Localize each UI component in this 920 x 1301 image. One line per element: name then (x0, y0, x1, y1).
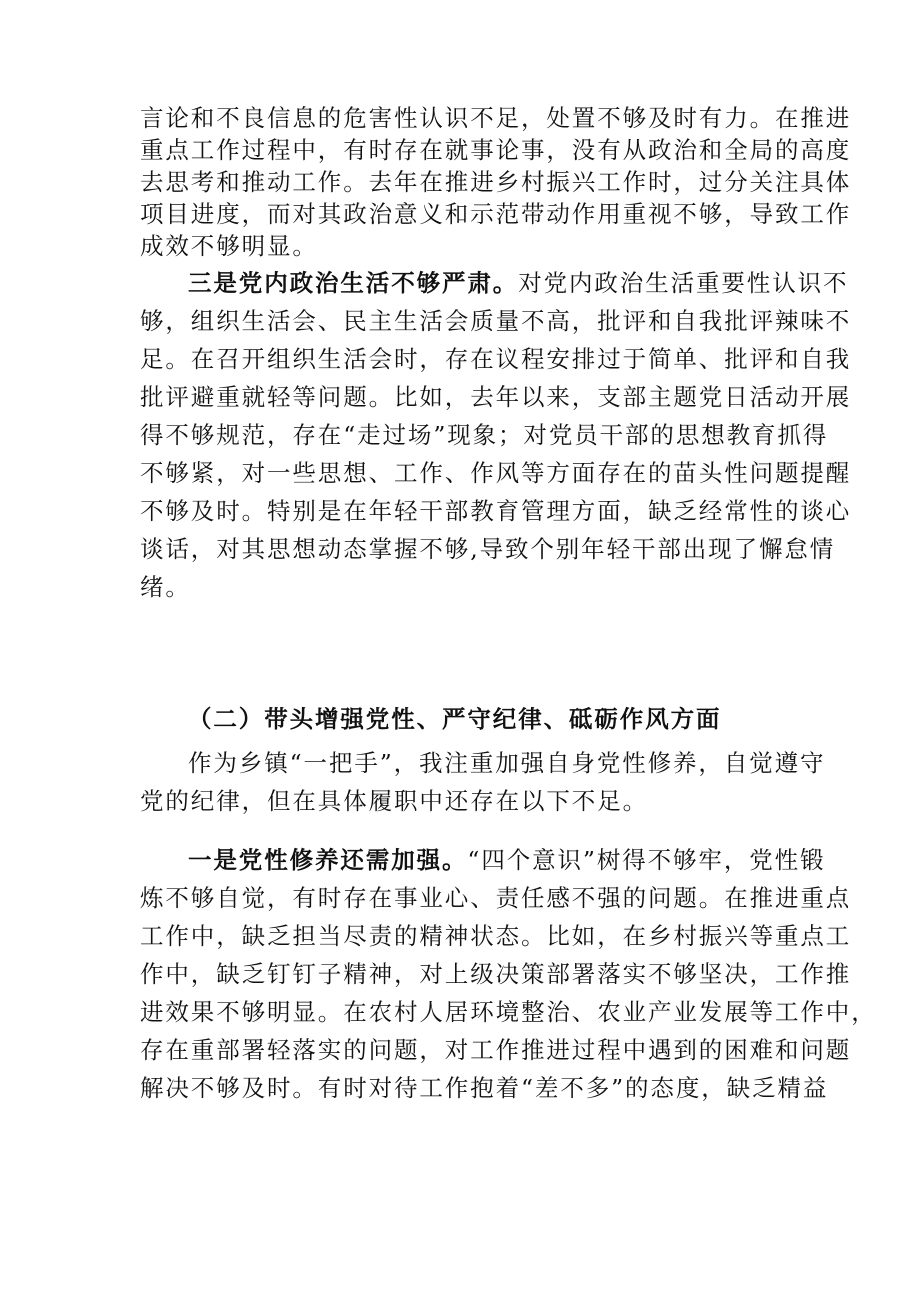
text-line: 解决不够及时。有时对待工作抱着“差不多”的态度，缺乏精益 (140, 1074, 829, 1102)
text-line: 言论和不良信息的危害性认识不足，处置不够及时有力。在推进 (140, 104, 852, 132)
point-three-first-line (140, 264, 849, 302)
text-line: 炼不够自觉，有时存在事业心、责任感不强的问题。在推进重点 (140, 884, 852, 912)
text-line: 成效不够明显。 (140, 232, 318, 260)
text-line: 不够及时。特别是在年轻干部教育管理方面，缺乏经常性的谈心 (140, 497, 852, 525)
text-line: 工作中，缺乏担当尽责的精神状态。比如，在乡村振兴等重点工 (140, 922, 852, 950)
point-three-paragraph (140, 264, 852, 606)
text-line: 批评避重就轻等问题。比如，去年以来，支部主题党日活动开展 (140, 383, 852, 411)
point-one-first-line (140, 841, 826, 879)
intro-paragraph (140, 102, 852, 262)
text-line: 存在重部署轻落实的问题，对工作推进过程中遇到的困难和问题 (140, 1036, 852, 1064)
text-line: 作为乡镇“一把手”，我注重加强自身党性修养，自觉遵守 (188, 749, 826, 777)
text-line: 绪。 (140, 573, 191, 601)
text-line: 重点工作过程中，有时存在就事论事，没有从政治和全局的高度 (140, 136, 852, 164)
text-line: 党的纪律，但在具体履职中还存在以下不足。 (140, 787, 648, 815)
point-three-first-line-rest: 对党内政治生活重要性认识不 (518, 269, 849, 297)
point-one-paragraph (140, 841, 877, 1107)
text-line: 进效果不够明显。在农村人居环境整治、农业产业发展等工作中， (140, 998, 877, 1026)
text-line: 够，组织生活会、民主生活会质量不高，批评和自我批评辣味不 (140, 307, 852, 335)
section-two-intro (140, 744, 826, 820)
text-line: 谈话，对其思想动态掌握不够,导致个别年轻干部出现了懈怠情 (140, 535, 836, 563)
text-line: 项目进度，而对其政治意义和示范带动作用重视不够，导致工作 (140, 200, 852, 228)
section-two-heading: （二）带头增强党性、严守纪律、砥砺作风方面 (188, 705, 722, 733)
point-three-title: 三是党内政治生活不够严肃。 (188, 269, 519, 297)
text-line: 足。在召开组织生活会时，存在议程安排过于简单、批评和自我 (140, 345, 852, 373)
text-line: 得不够规范，存在“走过场”现象；对党员干部的思想教育抓得 (140, 421, 829, 449)
text-line: 作中，缺乏钉钉子精神，对上级决策部署落实不够坚决，工作推 (140, 960, 852, 988)
text-line: 不够紧，对一些思想、工作、作风等方面存在的苗头性问题提醒 (140, 459, 852, 487)
point-one-first-line-rest: “四个意识”树得不够牢，党性锻 (467, 846, 826, 874)
point-one-title: 一是党性修养还需加强。 (188, 846, 468, 874)
text-line: 去思考和推动工作。去年在推进乡村振兴工作时，过分关注具体 (140, 168, 852, 196)
